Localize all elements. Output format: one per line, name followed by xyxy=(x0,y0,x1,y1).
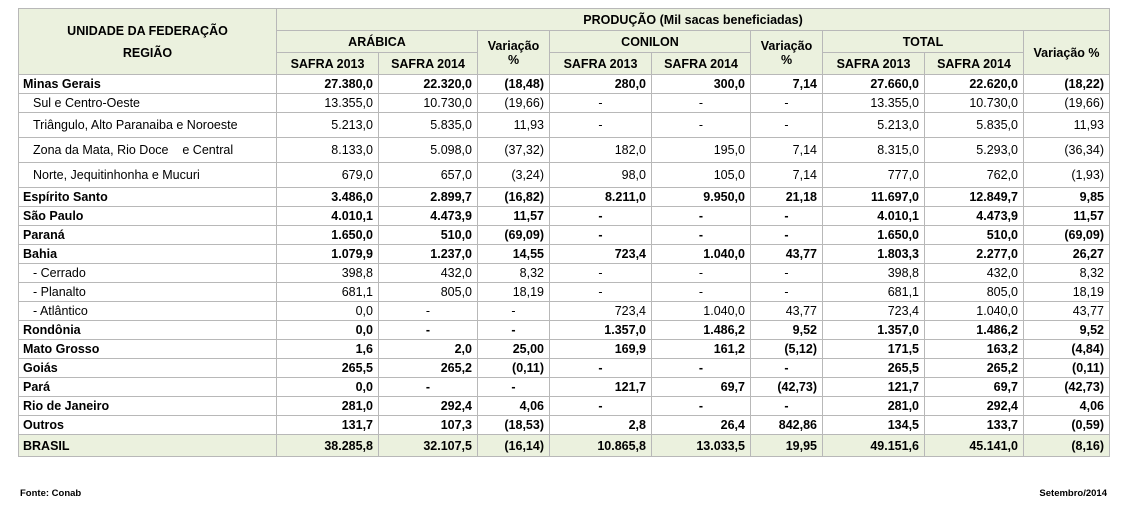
region-name: Mato Grosso xyxy=(19,340,277,359)
coffee-production-table xyxy=(18,8,1110,457)
arabica-variation-cell: (37,32) xyxy=(478,138,550,163)
conilon-safra-2014-header: SAFRA 2014 xyxy=(652,53,751,75)
total-2014-cell: 510,0 xyxy=(925,226,1024,245)
conilon-variation-cell: 43,77 xyxy=(751,302,823,321)
arabica-variation-cell: - xyxy=(478,302,550,321)
arabica-2013-cell: 265,5 xyxy=(277,359,379,378)
conilon-2013-cell: 280,0 xyxy=(550,75,652,94)
region-name: - Cerrado xyxy=(19,264,277,283)
conilon-2013-cell: 121,7 xyxy=(550,378,652,397)
arabica-2013-cell: 5.213,0 xyxy=(277,113,379,138)
arabica-variation-cell: - xyxy=(478,321,550,340)
conilon-2013-cell: 169,9 xyxy=(550,340,652,359)
conilon-2013-cell: 2,8 xyxy=(550,416,652,435)
region-name: Goiás xyxy=(19,359,277,378)
region-column-header xyxy=(19,9,277,75)
conilon-2014-cell: 1.486,2 xyxy=(652,321,751,340)
table-row xyxy=(19,378,1110,397)
total-variation-cell: 9,85 xyxy=(1024,188,1110,207)
arabica-variation-cell: (0,11) xyxy=(478,359,550,378)
arabica-variation-cell: - xyxy=(478,378,550,397)
conilon-2013-cell: 723,4 xyxy=(550,245,652,264)
total-variation-cell: (1,93) xyxy=(1024,163,1110,188)
total-variation-cell: 11,93 xyxy=(1024,113,1110,138)
conilon-variation-cell: 19,95 xyxy=(751,435,823,457)
conilon-2013-cell: - xyxy=(550,207,652,226)
total-2013-cell: 11.697,0 xyxy=(823,188,925,207)
arabica-variation-cell: (16,82) xyxy=(478,188,550,207)
total-2013-cell: 8.315,0 xyxy=(823,138,925,163)
total-2013-cell: 121,7 xyxy=(823,378,925,397)
arabica-2013-cell: 4.010,1 xyxy=(277,207,379,226)
arabica-2014-cell: 265,2 xyxy=(379,359,478,378)
total-variation-cell: 26,27 xyxy=(1024,245,1110,264)
arabica-2013-cell: 1.650,0 xyxy=(277,226,379,245)
total-2014-cell: 265,2 xyxy=(925,359,1024,378)
total-2014-cell: 10.730,0 xyxy=(925,94,1024,113)
total-2013-cell: 171,5 xyxy=(823,340,925,359)
table-row xyxy=(19,359,1110,378)
total-2013-cell: 5.213,0 xyxy=(823,113,925,138)
conilon-2013-cell: - xyxy=(550,283,652,302)
arabica-2014-cell: - xyxy=(379,378,478,397)
source-note: Fonte: Conab xyxy=(20,488,82,499)
arabica-safra-2014-header: SAFRA 2014 xyxy=(379,53,478,75)
conilon-variation-cell: - xyxy=(751,226,823,245)
conilon-2014-cell: - xyxy=(652,397,751,416)
table-row xyxy=(19,435,1110,457)
total-2013-cell: 281,0 xyxy=(823,397,925,416)
table-row xyxy=(19,321,1110,340)
table-body xyxy=(19,75,1110,457)
total-2013-cell: 1.650,0 xyxy=(823,226,925,245)
arabica-2014-cell: 32.107,5 xyxy=(379,435,478,457)
total-variation-cell: (69,09) xyxy=(1024,226,1110,245)
table-row xyxy=(19,138,1110,163)
conilon-2014-cell: - xyxy=(652,94,751,113)
conilon-2013-cell: 8.211,0 xyxy=(550,188,652,207)
region-name: Espírito Santo xyxy=(19,188,277,207)
variation-line1: Variação xyxy=(487,38,540,53)
conilon-variation-cell: - xyxy=(751,397,823,416)
arabica-variation-cell: 25,00 xyxy=(478,340,550,359)
conilon-2014-cell: - xyxy=(652,113,751,138)
total-2014-cell: 5.835,0 xyxy=(925,113,1024,138)
conilon-variation-cell: - xyxy=(751,283,823,302)
arabica-2013-cell: 1,6 xyxy=(277,340,379,359)
conilon-2013-cell: - xyxy=(550,397,652,416)
total-variation-cell: 11,57 xyxy=(1024,207,1110,226)
region-name: Triângulo, Alto Paranaiba e Noroeste xyxy=(19,113,277,138)
region-name: - Planalto xyxy=(19,283,277,302)
conilon-2014-cell: - xyxy=(652,359,751,378)
conilon-2013-cell: 1.357,0 xyxy=(550,321,652,340)
conilon-2014-cell: 1.040,0 xyxy=(652,245,751,264)
conilon-variation-cell: 9,52 xyxy=(751,321,823,340)
conilon-2013-cell: 98,0 xyxy=(550,163,652,188)
conilon-variation-cell: (42,73) xyxy=(751,378,823,397)
table-header xyxy=(19,9,1110,75)
total-2014-cell: 12.849,7 xyxy=(925,188,1024,207)
total-2013-cell: 398,8 xyxy=(823,264,925,283)
region-name: Rondônia xyxy=(19,321,277,340)
total-2013-cell: 13.355,0 xyxy=(823,94,925,113)
arabica-2014-cell: 5.835,0 xyxy=(379,113,478,138)
table-row xyxy=(19,226,1110,245)
arabica-header: ARÁBICA xyxy=(277,31,478,53)
conilon-variation-cell: - xyxy=(751,359,823,378)
total-variation-cell: (19,66) xyxy=(1024,94,1110,113)
conilon-2014-cell: 300,0 xyxy=(652,75,751,94)
arabica-2014-cell: 432,0 xyxy=(379,264,478,283)
arabica-variation-cell: (18,53) xyxy=(478,416,550,435)
conilon-2014-cell: 195,0 xyxy=(652,138,751,163)
conilon-header: CONILON xyxy=(550,31,751,53)
conilon-2014-cell: - xyxy=(652,226,751,245)
table-row xyxy=(19,207,1110,226)
table-row xyxy=(19,416,1110,435)
total-2013-cell: 1.357,0 xyxy=(823,321,925,340)
conilon-variation-cell: - xyxy=(751,113,823,138)
arabica-2013-cell: 3.486,0 xyxy=(277,188,379,207)
table-row xyxy=(19,302,1110,321)
conilon-2013-cell: 182,0 xyxy=(550,138,652,163)
table-row xyxy=(19,283,1110,302)
total-variation-cell: (0,59) xyxy=(1024,416,1110,435)
arabica-2013-cell: 398,8 xyxy=(277,264,379,283)
total-2013-cell: 27.660,0 xyxy=(823,75,925,94)
arabica-2014-cell: 5.098,0 xyxy=(379,138,478,163)
total-2013-cell: 4.010,1 xyxy=(823,207,925,226)
total-2013-cell: 723,4 xyxy=(823,302,925,321)
arabica-variation-cell: 4,06 xyxy=(478,397,550,416)
table-row xyxy=(19,113,1110,138)
conilon-2014-cell: 161,2 xyxy=(652,340,751,359)
region-name: São Paulo xyxy=(19,207,277,226)
arabica-variation-cell: 11,93 xyxy=(478,113,550,138)
arabica-2014-cell: 2.899,7 xyxy=(379,188,478,207)
conilon-variation-cell: (5,12) xyxy=(751,340,823,359)
table-row xyxy=(19,94,1110,113)
total-2014-cell: 292,4 xyxy=(925,397,1024,416)
conilon-2014-cell: 9.950,0 xyxy=(652,188,751,207)
arabica-2013-cell: 13.355,0 xyxy=(277,94,379,113)
region-name: Sul e Centro-Oeste xyxy=(19,94,277,113)
region-name: BRASIL xyxy=(19,435,277,457)
conilon-2014-cell: 69,7 xyxy=(652,378,751,397)
total-2014-cell: 4.473,9 xyxy=(925,207,1024,226)
total-variation-cell: (0,11) xyxy=(1024,359,1110,378)
conilon-variation-cell: 21,18 xyxy=(751,188,823,207)
arabica-variation-cell: 11,57 xyxy=(478,207,550,226)
total-2013-cell: 777,0 xyxy=(823,163,925,188)
region-name: Norte, Jequitinhonha e Mucuri xyxy=(19,163,277,188)
region-header-line1: UNIDADE DA FEDERAÇÃO xyxy=(67,23,228,38)
total-variation-cell: 4,06 xyxy=(1024,397,1110,416)
total-safra-2013-header: SAFRA 2013 xyxy=(823,53,925,75)
total-variation-cell: (8,16) xyxy=(1024,435,1110,457)
total-2014-cell: 1.040,0 xyxy=(925,302,1024,321)
total-variation-cell: (18,22) xyxy=(1024,75,1110,94)
arabica-2014-cell: 22.320,0 xyxy=(379,75,478,94)
arabica-safra-2013-header: SAFRA 2013 xyxy=(277,53,379,75)
conilon-variation-cell: 842,86 xyxy=(751,416,823,435)
arabica-variation-cell: (69,09) xyxy=(478,226,550,245)
table-row xyxy=(19,245,1110,264)
arabica-2013-cell: 0,0 xyxy=(277,302,379,321)
arabica-2013-cell: 681,1 xyxy=(277,283,379,302)
total-2013-cell: 1.803,3 xyxy=(823,245,925,264)
arabica-2014-cell: 657,0 xyxy=(379,163,478,188)
arabica-variation-cell: (3,24) xyxy=(478,163,550,188)
arabica-2013-cell: 38.285,8 xyxy=(277,435,379,457)
table-row xyxy=(19,264,1110,283)
total-variation-cell: 43,77 xyxy=(1024,302,1110,321)
arabica-2014-cell: 2,0 xyxy=(379,340,478,359)
table-row xyxy=(19,75,1110,94)
arabica-2013-cell: 131,7 xyxy=(277,416,379,435)
region-name: Outros xyxy=(19,416,277,435)
region-header-line2: REGIÃO xyxy=(122,45,173,60)
conilon-variation-cell: 7,14 xyxy=(751,163,823,188)
total-2013-cell: 49.151,6 xyxy=(823,435,925,457)
total-2014-cell: 5.293,0 xyxy=(925,138,1024,163)
conilon-safra-2013-header: SAFRA 2013 xyxy=(550,53,652,75)
conilon-2014-cell: - xyxy=(652,207,751,226)
conilon-2013-cell: - xyxy=(550,359,652,378)
total-2014-cell: 2.277,0 xyxy=(925,245,1024,264)
total-2013-cell: 134,5 xyxy=(823,416,925,435)
arabica-variation-header xyxy=(478,31,550,75)
arabica-2013-cell: 1.079,9 xyxy=(277,245,379,264)
conilon-2013-cell: - xyxy=(550,94,652,113)
arabica-2014-cell: 1.237,0 xyxy=(379,245,478,264)
region-name: Minas Gerais xyxy=(19,75,277,94)
conilon-2013-cell: - xyxy=(550,264,652,283)
conilon-variation-header xyxy=(751,31,823,75)
conilon-2014-cell: 26,4 xyxy=(652,416,751,435)
conilon-variation-cell: - xyxy=(751,207,823,226)
total-2014-cell: 432,0 xyxy=(925,264,1024,283)
total-2013-cell: 681,1 xyxy=(823,283,925,302)
conilon-2014-cell: - xyxy=(652,283,751,302)
table-row xyxy=(19,188,1110,207)
total-2014-cell: 805,0 xyxy=(925,283,1024,302)
conilon-2014-cell: 13.033,5 xyxy=(652,435,751,457)
total-variation-cell: (36,34) xyxy=(1024,138,1110,163)
conilon-2013-cell: 10.865,8 xyxy=(550,435,652,457)
conilon-2013-cell: 723,4 xyxy=(550,302,652,321)
total-2014-cell: 45.141,0 xyxy=(925,435,1024,457)
total-variation-cell: 18,19 xyxy=(1024,283,1110,302)
region-name: Bahia xyxy=(19,245,277,264)
conilon-variation-cell: 7,14 xyxy=(751,75,823,94)
variation-line1: Variação xyxy=(760,38,813,53)
total-variation-header: Variação % xyxy=(1024,31,1110,75)
arabica-2013-cell: 0,0 xyxy=(277,378,379,397)
arabica-variation-cell: 14,55 xyxy=(478,245,550,264)
conilon-2013-cell: - xyxy=(550,113,652,138)
conilon-variation-cell: - xyxy=(751,264,823,283)
arabica-variation-cell: (16,14) xyxy=(478,435,550,457)
arabica-2013-cell: 679,0 xyxy=(277,163,379,188)
conilon-variation-cell: 43,77 xyxy=(751,245,823,264)
conilon-variation-cell: 7,14 xyxy=(751,138,823,163)
total-2014-cell: 133,7 xyxy=(925,416,1024,435)
arabica-variation-cell: 8,32 xyxy=(478,264,550,283)
arabica-variation-cell: 18,19 xyxy=(478,283,550,302)
total-2014-cell: 163,2 xyxy=(925,340,1024,359)
total-2014-cell: 1.486,2 xyxy=(925,321,1024,340)
date-note: Setembro/2014 xyxy=(1039,488,1107,499)
production-header: PRODUÇÃO (Mil sacas beneficiadas) xyxy=(277,9,1110,31)
total-variation-cell: (4,84) xyxy=(1024,340,1110,359)
conilon-2013-cell: - xyxy=(550,226,652,245)
arabica-2013-cell: 8.133,0 xyxy=(277,138,379,163)
arabica-2014-cell: 107,3 xyxy=(379,416,478,435)
total-variation-cell: 9,52 xyxy=(1024,321,1110,340)
arabica-variation-cell: (18,48) xyxy=(478,75,550,94)
arabica-2014-cell: 4.473,9 xyxy=(379,207,478,226)
conilon-2014-cell: - xyxy=(652,264,751,283)
arabica-2014-cell: - xyxy=(379,321,478,340)
region-name: Rio de Janeiro xyxy=(19,397,277,416)
arabica-2014-cell: 10.730,0 xyxy=(379,94,478,113)
total-safra-2014-header: SAFRA 2014 xyxy=(925,53,1024,75)
conilon-2014-cell: 105,0 xyxy=(652,163,751,188)
region-name: - Atlântico xyxy=(19,302,277,321)
arabica-2013-cell: 0,0 xyxy=(277,321,379,340)
variation-line2: % xyxy=(780,52,793,67)
region-name: Zona da Mata, Rio Doce e Central xyxy=(19,138,277,163)
table-row xyxy=(19,163,1110,188)
arabica-2013-cell: 281,0 xyxy=(277,397,379,416)
region-name: Pará xyxy=(19,378,277,397)
arabica-2014-cell: 292,4 xyxy=(379,397,478,416)
table-row xyxy=(19,397,1110,416)
arabica-2014-cell: 510,0 xyxy=(379,226,478,245)
arabica-variation-cell: (19,66) xyxy=(478,94,550,113)
total-2014-cell: 69,7 xyxy=(925,378,1024,397)
region-name: Paraná xyxy=(19,226,277,245)
variation-line2: % xyxy=(507,52,520,67)
total-variation-cell: (42,73) xyxy=(1024,378,1110,397)
total-header: TOTAL xyxy=(823,31,1024,53)
arabica-2014-cell: - xyxy=(379,302,478,321)
total-2013-cell: 265,5 xyxy=(823,359,925,378)
conilon-variation-cell: - xyxy=(751,94,823,113)
arabica-2013-cell: 27.380,0 xyxy=(277,75,379,94)
total-2014-cell: 22.620,0 xyxy=(925,75,1024,94)
total-2014-cell: 762,0 xyxy=(925,163,1024,188)
conilon-2014-cell: 1.040,0 xyxy=(652,302,751,321)
arabica-2014-cell: 805,0 xyxy=(379,283,478,302)
total-variation-cell: 8,32 xyxy=(1024,264,1110,283)
table-row xyxy=(19,340,1110,359)
